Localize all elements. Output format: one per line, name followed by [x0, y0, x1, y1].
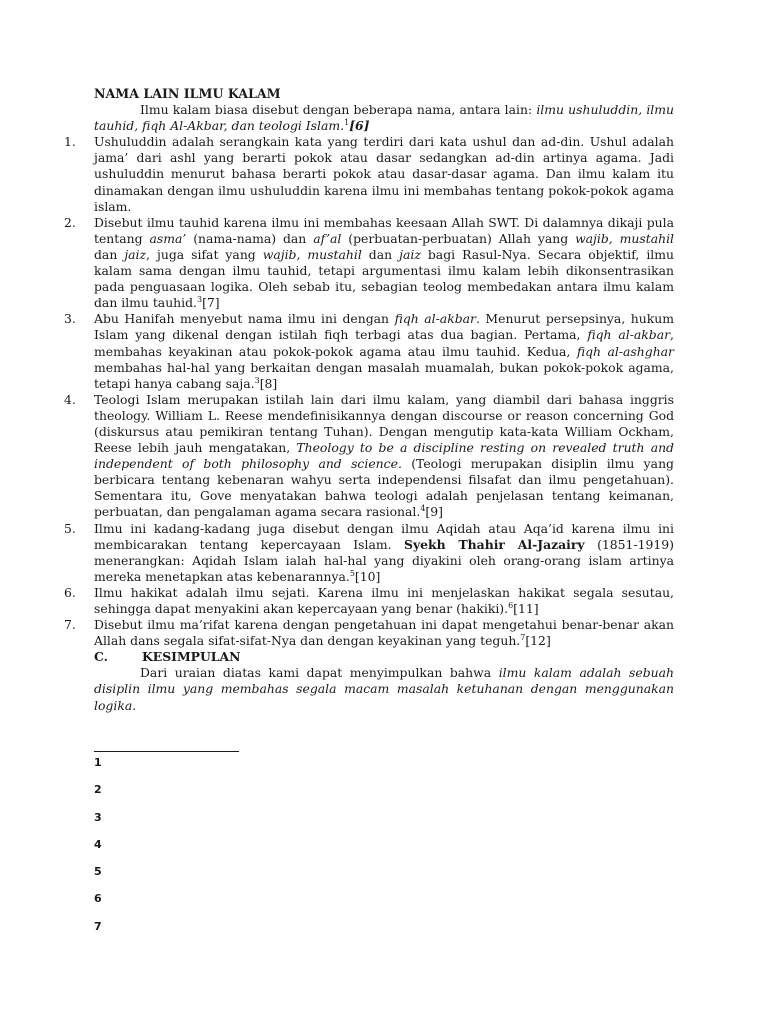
italic-run: fiqh al-akbar [394, 311, 476, 327]
footnote-number[interactable]: 6 [94, 892, 102, 906]
list-item [64, 585, 674, 617]
item-text: Disebut ilmu ma’rifat karena dengan pengetahuan ini dapat mengetahui benar-benar akan Allah dans segala sifat-sifat-Nya dan dengan keyakinan yang teguh. [94, 617, 674, 649]
item-ref: [11] [513, 601, 539, 616]
list-number: 7. [64, 617, 76, 633]
list-item [64, 521, 674, 585]
list-item [64, 311, 674, 391]
footnote-mark: 6 [508, 600, 514, 610]
text-run: Teologi Islam merupakan istilah lain dari ilmu kalam, yang diambil dari bahasa inggris theology. William L. Reese mendefinisikannya dengan discourse or reason concerning God (diskursus atau pemikiran tentang Tuhan). Dengan mengutip kata-kata William Ockham, Reese lebih jauh mengatakan, [94, 391, 674, 456]
list-text [94, 521, 674, 585]
text-run: (nama-nama) dan [186, 230, 314, 246]
conclusion-italic: ilmu kalam adalah sebuah disiplin ilmu yang membahas segala macam masalah ketuhanan dengan menggunakan logika. [94, 665, 674, 713]
text-run: , membahas keyakinan atau pokok-pokok agama atau ilmu tauhid. Kedua, [94, 327, 674, 359]
intro-text: Ilmu kalam biasa disebut dengan beberapa nama, antara lain: [140, 102, 537, 118]
item-ref: [8] [259, 375, 278, 391]
list-item [64, 215, 674, 312]
list-text [94, 215, 674, 312]
section-heading: NAMA LAIN ILMU KALAM [94, 86, 281, 101]
item-ref: [12] [525, 633, 551, 649]
list-number: 5. [64, 520, 76, 536]
text-run: (1851-1919) menerangkan: Aqidah Islam ialah hal-hal yang diyakini oleh orang-orang islam artinya mereka menetapkan atas kebenarannya. [94, 536, 674, 584]
footnote-number[interactable]: 5 [94, 865, 102, 879]
italic-run: fiqh al-akbar [587, 327, 671, 343]
text-run: bagi Rasul-Nya. Secara objektif, ilmu kalam sama dengan ilmu tauhid, tetapi argumentasi ilmu kalam lebih dikonsentrasikan pada penguasaan logika. Oleh sebab itu, sebagian teolog membedakan antara ilmu kalam dan ilmu tauhid. [94, 246, 674, 311]
intro-paragraph [94, 102, 674, 134]
list-item [64, 392, 674, 521]
footnote-separator [94, 751, 239, 752]
footnote-mark: 5 [349, 568, 355, 578]
italic-run: asma’ [149, 230, 187, 246]
list-item [64, 617, 674, 649]
conclusion-text: Dari uraian diatas kami dapat menyimpulkan bahwa [140, 665, 499, 681]
text-run: , juga sifat yang [146, 246, 263, 262]
item-text: Ilmu hakikat adalah ilmu sejati. Karena ilmu ini menjelaskan hakikat segala sesutau, sehingga dapat menyakini akan kepercayaan yang benar (hakiki). [94, 584, 674, 616]
italic-run: jaiz [399, 246, 421, 262]
footnote-number[interactable]: 7 [94, 919, 102, 933]
footnote-mark: 7 [520, 633, 526, 643]
footnote-mark: 3 [254, 375, 260, 385]
list-item [64, 134, 674, 214]
italic-run: wajib, mustahil [575, 230, 674, 246]
list-number: 1. [64, 134, 76, 150]
footnote-number[interactable]: 2 [94, 783, 102, 797]
footnote-number[interactable]: 3 [94, 810, 102, 824]
footnote-mark: 3 [197, 295, 203, 305]
text-run: membahas hal-hal yang berkaitan dengan masalah muamalah, bukan pokok-pokok agama, tetapi hanya cabang saja. [94, 359, 674, 391]
list-number: 6. [64, 584, 76, 600]
footnote-number[interactable]: 1 [94, 756, 102, 769]
italic-run: jaiz [124, 246, 147, 262]
list-text [94, 134, 674, 214]
footnote-mark: 4 [420, 504, 426, 514]
list-number: 4. [64, 391, 76, 407]
italic-run: af’al [313, 230, 342, 246]
intro-footnote-mark: 1 [344, 118, 350, 128]
text-run: Disebut ilmu tauhid karena ilmu ini membahas keesaan Allah SWT. Di dalamnya dikaji pula tentang [94, 214, 674, 246]
name-list [64, 134, 674, 649]
section-letter: C. [94, 649, 108, 665]
list-text [94, 585, 674, 617]
italic-run: wajib, mustahil [262, 246, 362, 262]
intro-italic: ilmu ushuluddin, ilmu tauhid, fiqh Al-Akbar, dan teologi Islam. [94, 102, 674, 134]
item-ref: [7] [202, 295, 220, 311]
italic-run: fiqh al-ashghar [576, 343, 674, 359]
document-body [64, 86, 674, 714]
item-ref: [10] [354, 568, 381, 584]
list-number: 3. [64, 311, 76, 327]
list-text [94, 311, 674, 391]
list-text [94, 617, 674, 649]
section-c-heading [94, 649, 674, 665]
item-ref: [9] [425, 504, 443, 520]
footnote-list [94, 755, 102, 946]
text-run: . (Teologi merupakan disiplin ilmu yang berbicara tentang kebenaran wahyu serta independensi filsafat dan ilmu pengetahuan). Sementara itu, Gove menyatakan bahwa teologi adalah penjelasan tentang keimanan, perbuatan, dan pengalaman agama secara rasional. [94, 456, 674, 520]
item-text: Ushuluddin adalah serangkain kata yang terdiri dari kata ushul dan ad-din. Ushul adalah jama’ dari ashl yang berarti pokok atau dasar sedangkan ad-din artinya agama. Jadi ushuluddin menurut bahasa berarti pokok atau dasar-dasar agama. Dan ilmu kalam itu dinamakan dengan ilmu ushuluddin karena ilmu ini membahas tentang pokok-pokok agama islam. [94, 134, 674, 214]
text-run: (perbuatan-perbuatan) Allah yang [341, 230, 576, 246]
text-run: dan [361, 246, 400, 262]
text-run: Abu Hanifah menyebut nama ilmu ini dengan [94, 311, 395, 327]
list-number: 2. [64, 214, 76, 230]
intro-ref: [6] [349, 118, 370, 134]
section-title: KESIMPULAN [142, 649, 241, 665]
text-run: . Menurut persepsinya, hukum Islam yang dikenal dengan istilah fiqh terbagi atas dua bagian. Pertama, [94, 311, 674, 343]
bold-run: Syekh Thahir Al-Jazairy [404, 536, 585, 552]
italic-run: Theology to be a discipline resting on revealed truth and independent of both philosophy and science [94, 440, 674, 472]
conclusion-paragraph [94, 665, 674, 713]
list-text [94, 392, 674, 521]
text-run: Ilmu ini kadang-kadang juga disebut dengan ilmu Aqidah atau Aqa’id karena ilmu ini membicarakan tentang kepercayaan Islam. [94, 520, 674, 552]
text-run: dan [94, 246, 125, 262]
footnote-number[interactable]: 4 [94, 837, 102, 851]
